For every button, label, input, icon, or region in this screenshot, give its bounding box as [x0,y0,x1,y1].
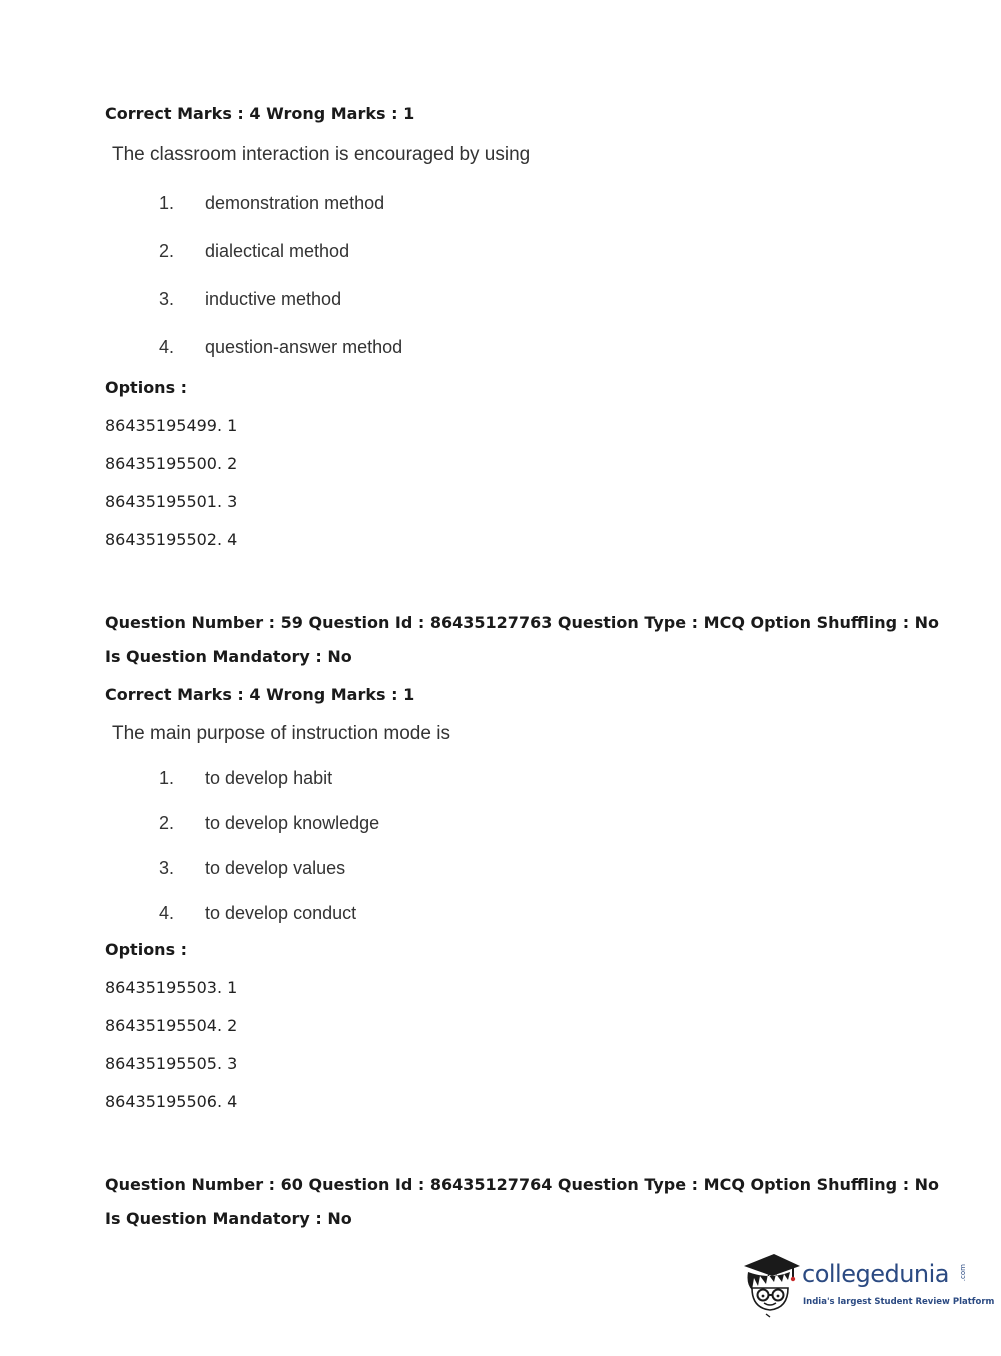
choice-text: dialectical method [205,241,350,261]
question-header: Question Number : 59 Question Id : 86435127763 Question Type : MCQ Option Shuffling : No [105,613,940,632]
choice-number: 4. [159,903,175,923]
option-id: 86435195501. 3 [105,492,238,511]
mascot-icon [740,1250,802,1320]
choice-item [159,337,402,358]
choice-text: question-answer method [205,337,403,357]
choice-item [159,813,379,834]
option-id: 86435195500. 2 [105,454,238,473]
choice-number: 3. [159,858,175,878]
choice-number: 2. [159,813,175,833]
option-id: 86435195499. 1 [105,416,238,435]
choice-item [159,241,349,262]
choice-number: 3. [159,289,175,309]
choice-item [159,289,341,310]
choice-text: to develop habit [205,768,333,788]
option-id: 86435195504. 2 [105,1016,238,1035]
choice-text: inductive method [205,289,342,309]
mandatory-line: Is Question Mandatory : No [105,647,352,666]
options-label: Options : [105,378,188,397]
choice-text: demonstration method [205,193,385,213]
choice-number: 1. [159,193,175,213]
option-id: 86435195503. 1 [105,978,238,997]
options-label: Options : [105,940,188,959]
option-id: 86435195505. 3 [105,1054,238,1073]
choice-number: 1. [159,768,175,788]
logo-wordmark: collegedunia [802,1260,950,1288]
question-text: The main purpose of instruction mode is [112,723,450,744]
question-header: Question Number : 60 Question Id : 86435127764 Question Type : MCQ Option Shuffling : No [105,1175,940,1194]
logo-com: .com [959,1264,967,1282]
marks-line: Correct Marks : 4 Wrong Marks : 1 [105,685,415,704]
choice-item [159,193,384,214]
choice-text: to develop knowledge [205,813,380,833]
option-id: 86435195502. 4 [105,530,238,549]
choice-number: 4. [159,337,175,357]
mandatory-line: Is Question Mandatory : No [105,1209,352,1228]
marks-line: Correct Marks : 4 Wrong Marks : 1 [105,104,415,123]
choice-item [159,858,345,879]
logo-tagline: India's largest Student Review Platform [803,1297,995,1307]
choice-item [159,903,356,924]
question-text: The classroom interaction is encouraged by using [112,144,531,165]
choice-text: to develop conduct [205,903,357,923]
choice-item [159,768,332,789]
choice-number: 2. [159,241,175,261]
option-id: 86435195506. 4 [105,1092,238,1111]
choice-text: to develop values [205,858,346,878]
collegedunia-logo [740,1250,995,1320]
